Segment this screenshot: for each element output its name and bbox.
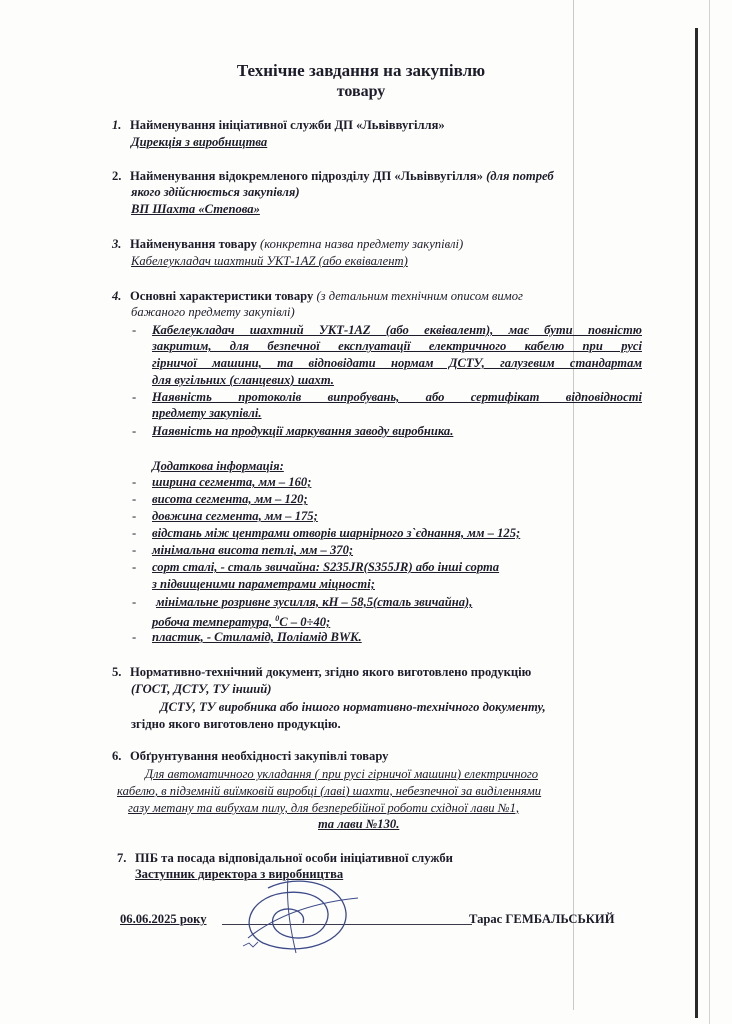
spec-temperature-label: робоча температура, [152,615,273,630]
requirement-1-line-1: Кабелеукладач шахтний УКТ-1AZ (або еквівалент), має бути повністю [152,323,642,337]
spec-width: ширина сегмента, мм – 160; [152,475,312,489]
section-4-note-cont: бажаного предмету закупівлі) [131,305,295,319]
section-7-number: 7. [117,851,127,865]
list-dash: - [132,595,137,609]
section-2-heading [112,168,554,184]
section-5-value-line-2: згідно якого виготовлено продукцію. [131,717,341,731]
section-3-number: 3. [112,237,122,251]
section-2-note-cont: якого здійснюється закупівля) [131,185,300,199]
section-4-heading [112,288,523,304]
spec-steel-line-2: з підвищеними параметрами міцності; [152,577,375,591]
section-2-number: 2. [112,169,122,183]
spec-temperature [152,611,330,630]
section-4-note: (з детальним технічним описом вимог [316,289,523,303]
requirement-1-line-4: для вугільних (сланцевих) шахт. [152,373,334,387]
requirement-2-line-2: предмету закупівлі. [152,406,262,420]
spec-hinge-distance: відстань між центрами отворів шарнірного з`єднання, мм – 125; [152,526,521,540]
justification-line-2: кабелю, в підземній виїмковій виробці (лаві) шахти, небезпечної за виділеннями [117,784,542,798]
responsible-position: Заступник директора з виробництва [135,867,344,881]
degree-mark: 0 [275,614,280,623]
list-dash: - [132,543,137,557]
section-7-heading [117,850,453,866]
spec-height: висота сегмента, мм – 120; [152,492,308,506]
section-2-note: (для потреб [486,169,554,183]
list-dash: - [132,475,137,489]
section-5-title-cont: (ГОСТ, ДСТУ, ТУ інший) [131,682,272,696]
section-1-heading [112,117,445,133]
spec-length: довжина сегмента, мм – 175; [152,509,318,523]
document-title: Технічне завдання на закупівлю [236,61,486,80]
section-4-title: Основні характеристики товару [130,289,314,303]
requirement-3: Наявність на продукції маркування заводу виробника. [152,424,454,438]
section-2-title: Найменування відокремленого підрозділу ДП «Львіввугілля» [130,169,483,183]
spec-loop-height: мінімальна висота петлі, мм – 370; [152,543,354,557]
justification-line-3: газу метану та вибухам пилу, для безперебійної роботи східної лави №1, [128,801,520,815]
section-3-title: Найменування товару [130,237,257,251]
list-dash: - [132,492,137,506]
section-5-title: Нормативно-технічний документ, згідно якого виготовлено продукцію [130,665,532,679]
requirement-2-line-1: Наявність протоколів випробувань, або сертифікат відповідності [152,390,642,404]
section-4-number: 4. [112,289,122,303]
document-date: 06.06.2025 року [120,912,207,926]
scan-edge-shadow [695,28,698,1018]
spec-force-line-1: мінімальне розривне зусилля, кН – 58,5(сталь звичайна), [156,595,473,609]
additional-info-title: Додаткова інформація: [152,459,284,473]
document-title-line2: товару [336,83,386,100]
section-1-value: Дирекція з виробництва [131,135,268,149]
list-dash: - [132,323,137,337]
list-dash: - [132,560,137,574]
spec-steel-line-1: сорт сталі, - сталь звичайна: S235JR(S355JR) або інші сорта [152,560,500,574]
list-dash: - [132,424,137,438]
section-3-note: (конкретна назва предмету закупівлі) [260,237,464,251]
list-dash: - [132,509,137,523]
handwritten-signature [228,868,368,958]
section-2-value: ВП Шахта «Степова» [131,202,260,216]
section-3-heading [112,236,463,252]
requirement-1-line-2: закритим, для безпечної експлуатації електричного кабелю при русі [152,339,642,353]
section-5-value-line-1: ДСТУ, ТУ виробника або іншого нормативно-технічного документу, [160,700,546,714]
scan-edge-line [573,0,574,1010]
scan-edge-line-right [709,0,710,1024]
spec-plastic: пластик, - Стиламід, Поліамід BWK. [152,630,362,644]
section-6-heading [112,748,388,764]
section-1-title: Найменування ініціативної служби ДП «Львіввугілля» [130,118,445,132]
signer-name: Тарас ГЕМБАЛЬСЬКИЙ [469,912,615,926]
list-dash: - [132,630,137,644]
justification-line-1: Для автоматичного укладання ( при русі гірничої машини) електричного [145,767,539,781]
section-3-value: Кабелеукладач шахтний УКТ-1AZ (або еквівалент) [131,254,408,268]
justification-line-4: та лави №130. [318,817,400,831]
section-7-title: ПІБ та посада відповідальної особи ініціативної служби [135,851,453,865]
section-6-number: 6. [112,749,122,763]
list-dash: - [132,526,137,540]
requirement-1-line-3: гірничої машини, та відповідати нормам ДСТУ, галузевим стандартам [152,356,642,370]
section-5-heading [112,664,531,680]
section-1-number: 1. [112,118,122,132]
section-5-number: 5. [112,665,122,679]
list-dash: - [132,390,137,404]
section-6-title: Обґрунтування необхідності закупівлі товару [130,749,389,763]
spec-temperature-range: С – 0÷40; [279,615,331,630]
